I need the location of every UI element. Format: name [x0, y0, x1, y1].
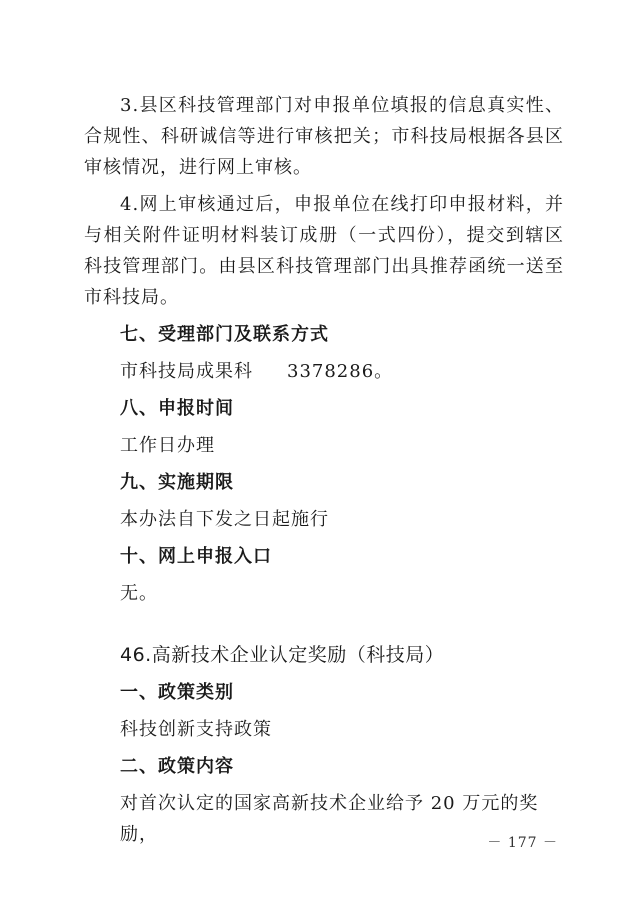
contact-line	[84, 356, 564, 387]
section-heading-contact: 七、受理部门及联系方式	[120, 324, 329, 345]
section-heading-online-entry: 十、网上申报入口	[120, 546, 272, 567]
policy-content-text: 对首次认定的国家高新技术企业给予 20 万元的奖励，	[120, 793, 539, 845]
section-heading-policy-category: 一、政策类别	[120, 682, 234, 703]
page-content	[84, 90, 564, 850]
section-heading-period: 九、实施期限	[120, 472, 234, 493]
period-text: 本办法自下发之日起施行	[120, 509, 329, 530]
section-heading-apply-time: 八、申报时间	[120, 398, 234, 419]
paragraph-review-step-3: 3.县区科技管理部门对申报单位填报的信息真实性、合规性、科研诚信等进行审核把关；市科技局根据各县区审核情况，进行网上审核。	[84, 95, 564, 178]
section-heading-policy-content: 二、政策内容	[120, 756, 234, 777]
paragraph-review-step-4: 4.网上审核通过后，申报单位在线打印申报材料，并与相关附件证明材料装订成册（一式四份），提交到辖区科技管理部门。由县区科技管理部门出具推荐函统一送至市科技局。	[84, 194, 564, 308]
contact-phone: 3378286。	[287, 361, 394, 382]
page-number: － 177 －	[487, 835, 558, 851]
policy-title: 46.高新技术企业认定奖励（科技局）	[120, 644, 445, 666]
apply-time-text: 工作日办理	[120, 435, 215, 456]
policy-category-text: 科技创新支持政策	[120, 719, 272, 740]
online-entry-text: 无。	[120, 583, 158, 604]
contact-department: 市科技局成果科	[120, 361, 253, 382]
